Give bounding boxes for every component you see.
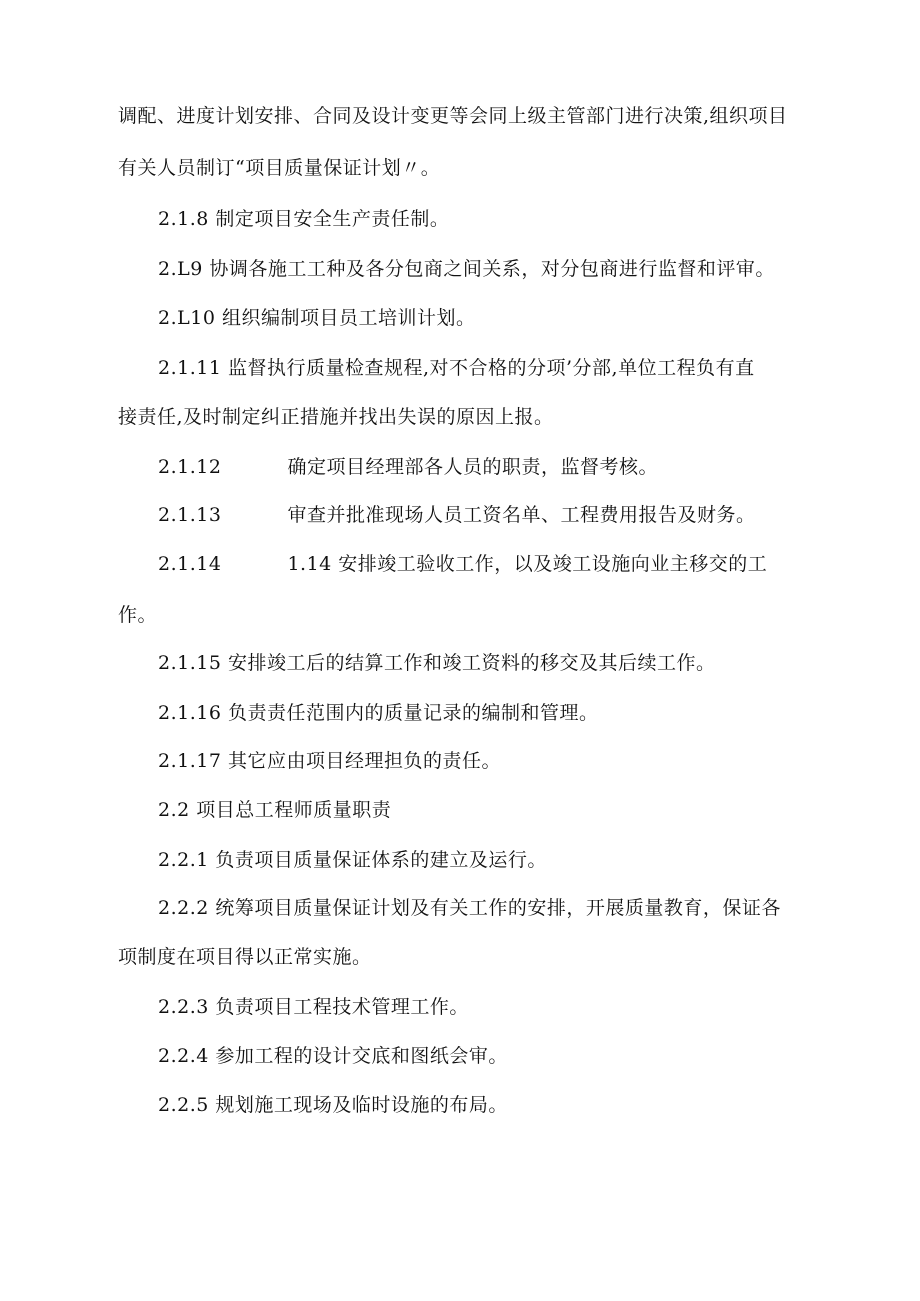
text-line: 2.1.16 负责责任范围内的质量记录的编制和管理。 xyxy=(158,702,599,724)
clause-text: 审查并批准现场人员工资名单、工程费用报告及财务。 xyxy=(287,504,756,526)
text-line: 项制度在项目得以正常实施。 xyxy=(118,946,372,968)
text-line: 有关人员制订“项目质量保证计划〃。 xyxy=(118,157,441,179)
text-line: 2.2.1 负责项目质量保证体系的建立及运行。 xyxy=(158,849,547,871)
text-line: 2.2.2 统筹项目质量保证计划及有关工作的安排，开展质量教育，保证各 xyxy=(158,897,781,919)
clause-text: 1.14 安排竣工验收工作，以及竣工设施向业主移交的工 xyxy=(287,553,768,575)
text-line: 2.2.4 参加工程的设计交底和图纸会审。 xyxy=(158,1045,508,1067)
section-heading: 2.2 项目总工程师质量职责 xyxy=(158,799,392,821)
text-line: 2.1.17 其它应由项目经理担负的责任。 xyxy=(158,750,501,772)
text-line: 2.1.8 制定项目安全生产责任制。 xyxy=(158,208,450,230)
clause-text: 确定项目经理部各人员的职责，监督考核。 xyxy=(287,456,658,478)
text-line: 2.1.15 安排竣工后的结算工作和竣工资料的移交及其后续工作。 xyxy=(158,652,716,674)
text-line: 2.L10 组织编制项目员工培训计划。 xyxy=(158,307,476,329)
clause-number: 2.1.14 xyxy=(158,553,222,575)
text-line: 2.2.3 负责项目工程技术管理工作。 xyxy=(158,996,469,1018)
text-line: 2.1.11 监督执行质量检查规程,对不合格的分项’分部,单位工程负有直 xyxy=(158,357,755,379)
text-line xyxy=(158,500,755,527)
text-line xyxy=(158,549,767,576)
text-line: 2.2.5 规划施工现场及临时设施的布局。 xyxy=(158,1094,508,1116)
text-line xyxy=(158,452,658,479)
clause-number: 2.1.12 xyxy=(158,456,222,478)
text-line: 作。 xyxy=(118,604,158,626)
text-line: 接责任,及时制定纠正措施并找出失误的原因上报。 xyxy=(118,406,554,428)
text-line: 2.L9 协调各施工工种及各分包商之间关系，对分包商进行监督和评审。 xyxy=(158,258,775,280)
clause-number: 2.1.13 xyxy=(158,504,222,526)
text-line: 调配、进度计划安排、合同及设计变更等会同上级主管部门进行决策,组织项目 xyxy=(118,105,788,127)
